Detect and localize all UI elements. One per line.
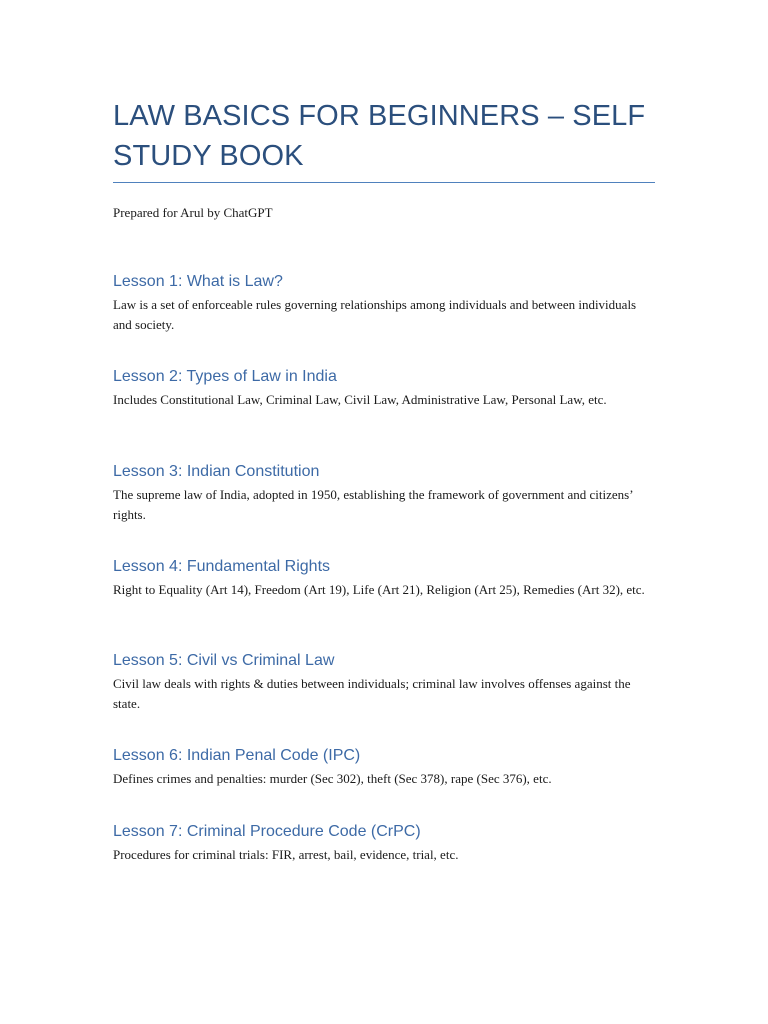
lesson-body: Includes Constitutional Law, Criminal Law, Civil Law, Administrative Law, Personal Law, etc. <box>113 392 607 407</box>
lesson-heading: Lesson 1: What is Law? <box>113 273 283 290</box>
lesson-heading: Lesson 2: Types of Law in India <box>113 368 337 385</box>
lesson-4 <box>113 557 655 600</box>
lesson-1 <box>113 272 655 334</box>
lesson-6 <box>113 746 655 789</box>
lesson-body: Defines crimes and penalties: murder (Sec 302), theft (Sec 378), rape (Sec 376), etc. <box>113 771 552 786</box>
lesson-body: Procedures for criminal trials: FIR, arrest, bail, evidence, trial, etc. <box>113 847 459 862</box>
lesson-heading: Lesson 5: Civil vs Criminal Law <box>113 652 335 669</box>
lesson-heading: Lesson 3: Indian Constitution <box>113 463 320 480</box>
document-subtitle: Prepared for Arul by ChatGPT <box>113 205 273 220</box>
lesson-3 <box>113 462 655 524</box>
lesson-body: Right to Equality (Art 14), Freedom (Art 19), Life (Art 21), Religion (Art 25), Remedies (Art 32), etc. <box>113 582 645 597</box>
title-underline-rule <box>113 182 655 183</box>
document-title: LAW BASICS FOR BEGINNERS – SELF STUDY BOOK <box>113 100 646 172</box>
lesson-body: Civil law deals with rights & duties between individuals; criminal law involves offenses against the state. <box>113 676 631 711</box>
lesson-heading: Lesson 4: Fundamental Rights <box>113 558 331 575</box>
lesson-body: The supreme law of India, adopted in 1950, establishing the framework of government and citizens’ rights. <box>113 487 633 522</box>
lesson-heading: Lesson 7: Criminal Procedure Code (CrPC) <box>113 823 421 840</box>
lesson-heading: Lesson 6: Indian Penal Code (IPC) <box>113 747 361 764</box>
lesson-7 <box>113 822 655 865</box>
lesson-body: Law is a set of enforceable rules governing relationships among individuals and between individuals and society. <box>113 297 637 332</box>
lesson-5 <box>113 651 655 713</box>
document-page <box>113 96 655 862</box>
lesson-2 <box>113 367 655 410</box>
